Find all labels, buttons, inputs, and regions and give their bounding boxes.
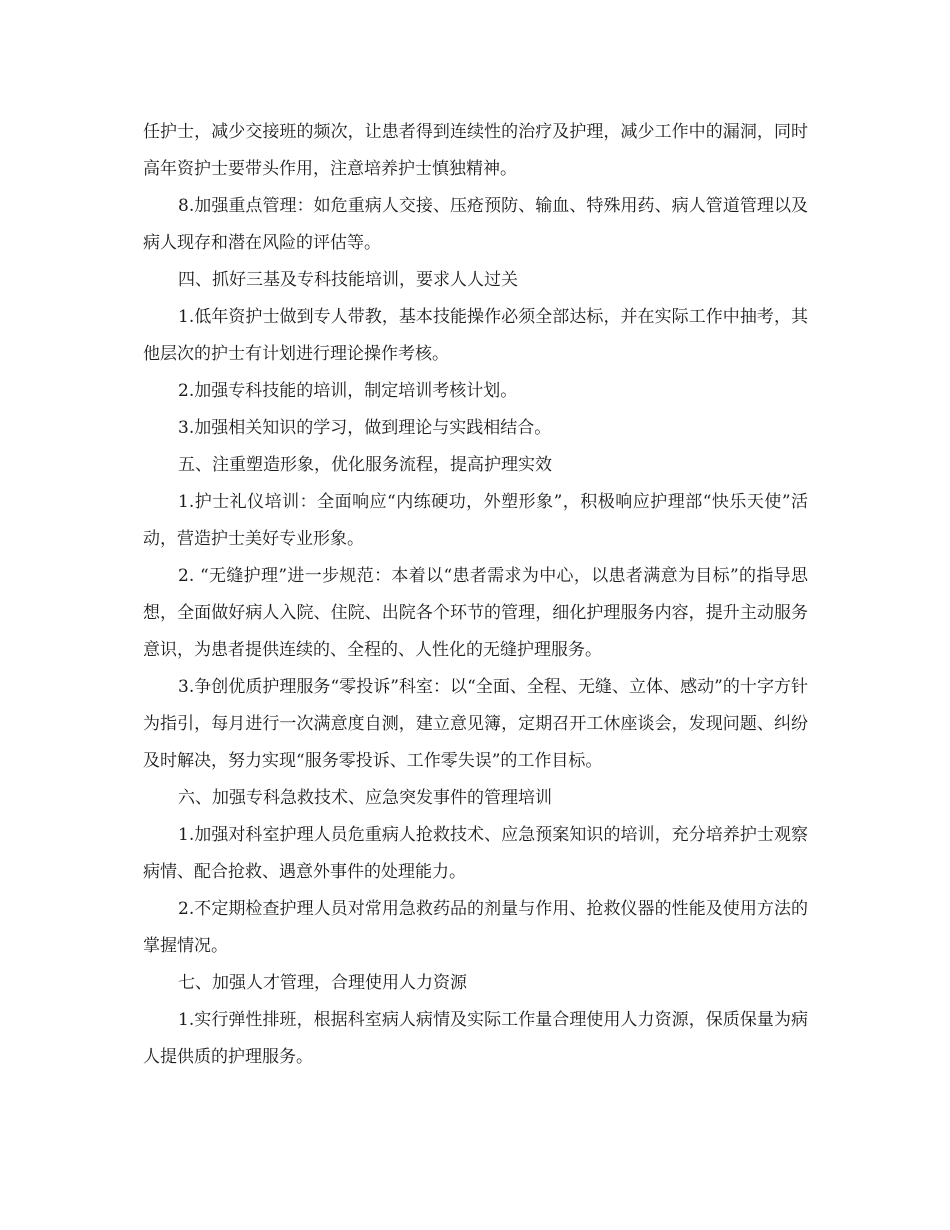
document-body bbox=[143, 114, 808, 1076]
paragraph-section7-item-1: 1.实行弹性排班，根据科室病人病情及实际工作量合理使用人力资源，保质保量为病人提供质的护理服务。 bbox=[143, 1010, 808, 1067]
paragraph-section6-item-1: 1.加强对科室护理人员危重病人抢救技术、应急预案知识的培训，充分培养护士观察病情、配合抢救、遇意外事件的处理能力。 bbox=[143, 825, 808, 882]
paragraph-section6-item-2: 2.不定期检查护理人员对常用急救药品的剂量与作用、抢救仪器的性能及使用方法的掌握情况。 bbox=[143, 899, 808, 956]
section-heading-4: 四、抓好三基及专科技能培训，要求人人过关 bbox=[178, 270, 518, 290]
paragraph-section4-item-2: 2.加强专科技能的培训，制定培训考核计划。 bbox=[178, 381, 518, 401]
section-heading-6: 六、加强专科急救技术、应急突发事件的管理培训 bbox=[178, 788, 552, 808]
paragraph-continuation: 任护士，减少交接班的频次，让患者得到连续性的治疗及护理，减少工作中的漏洞，同时高年资护士要带头作用，注意培养护士慎独精神。 bbox=[143, 122, 808, 179]
section-heading-5: 五、注重塑造形象，优化服务流程，提高护理实效 bbox=[178, 455, 552, 475]
section-heading-7: 七、加强人才管理，合理使用人力资源 bbox=[178, 973, 467, 993]
paragraph-section5-item-3: 3.争创优质护理服务“零投诉”科室：以“全面、全程、无缝、立体、感动”的十字方针为指引，每月进行一次满意度自测，建立意见簿，定期召开工休座谈会，发现问题、纠纷及时解决，努力实现“服务零投诉、工作零失误”的工作目标。 bbox=[143, 677, 808, 771]
paragraph-section4-item-1: 1.低年资护士做到专人带教，基本技能操作必须全部达标，并在实际工作中抽考，其他层次的护士有计划进行理论操作考核。 bbox=[143, 307, 808, 364]
paragraph-section4-item-3: 3.加强相关知识的学习，做到理论与实践相结合。 bbox=[178, 418, 552, 438]
paragraph-section5-item-1: 1.护士礼仪培训：全面响应“内练硬功，外塑形象”，积极响应护理部“快乐天使”活动，营造护士美好专业形象。 bbox=[143, 492, 808, 549]
paragraph-item-8: 8.加强重点管理：如危重病人交接、压疮预防、输血、特殊用药、病人管道管理以及病人现存和潜在风险的评估等。 bbox=[143, 196, 808, 253]
paragraph-section5-item-2: 2. “无缝护理”进一步规范：本着以“患者需求为中心，以患者满意为目标”的指导思想，全面做好病人入院、住院、出院各个环节的管理，细化护理服务内容，提升主动服务意识，为患者提供连续的、全程的、人性化的无缝护理服务。 bbox=[143, 566, 808, 660]
